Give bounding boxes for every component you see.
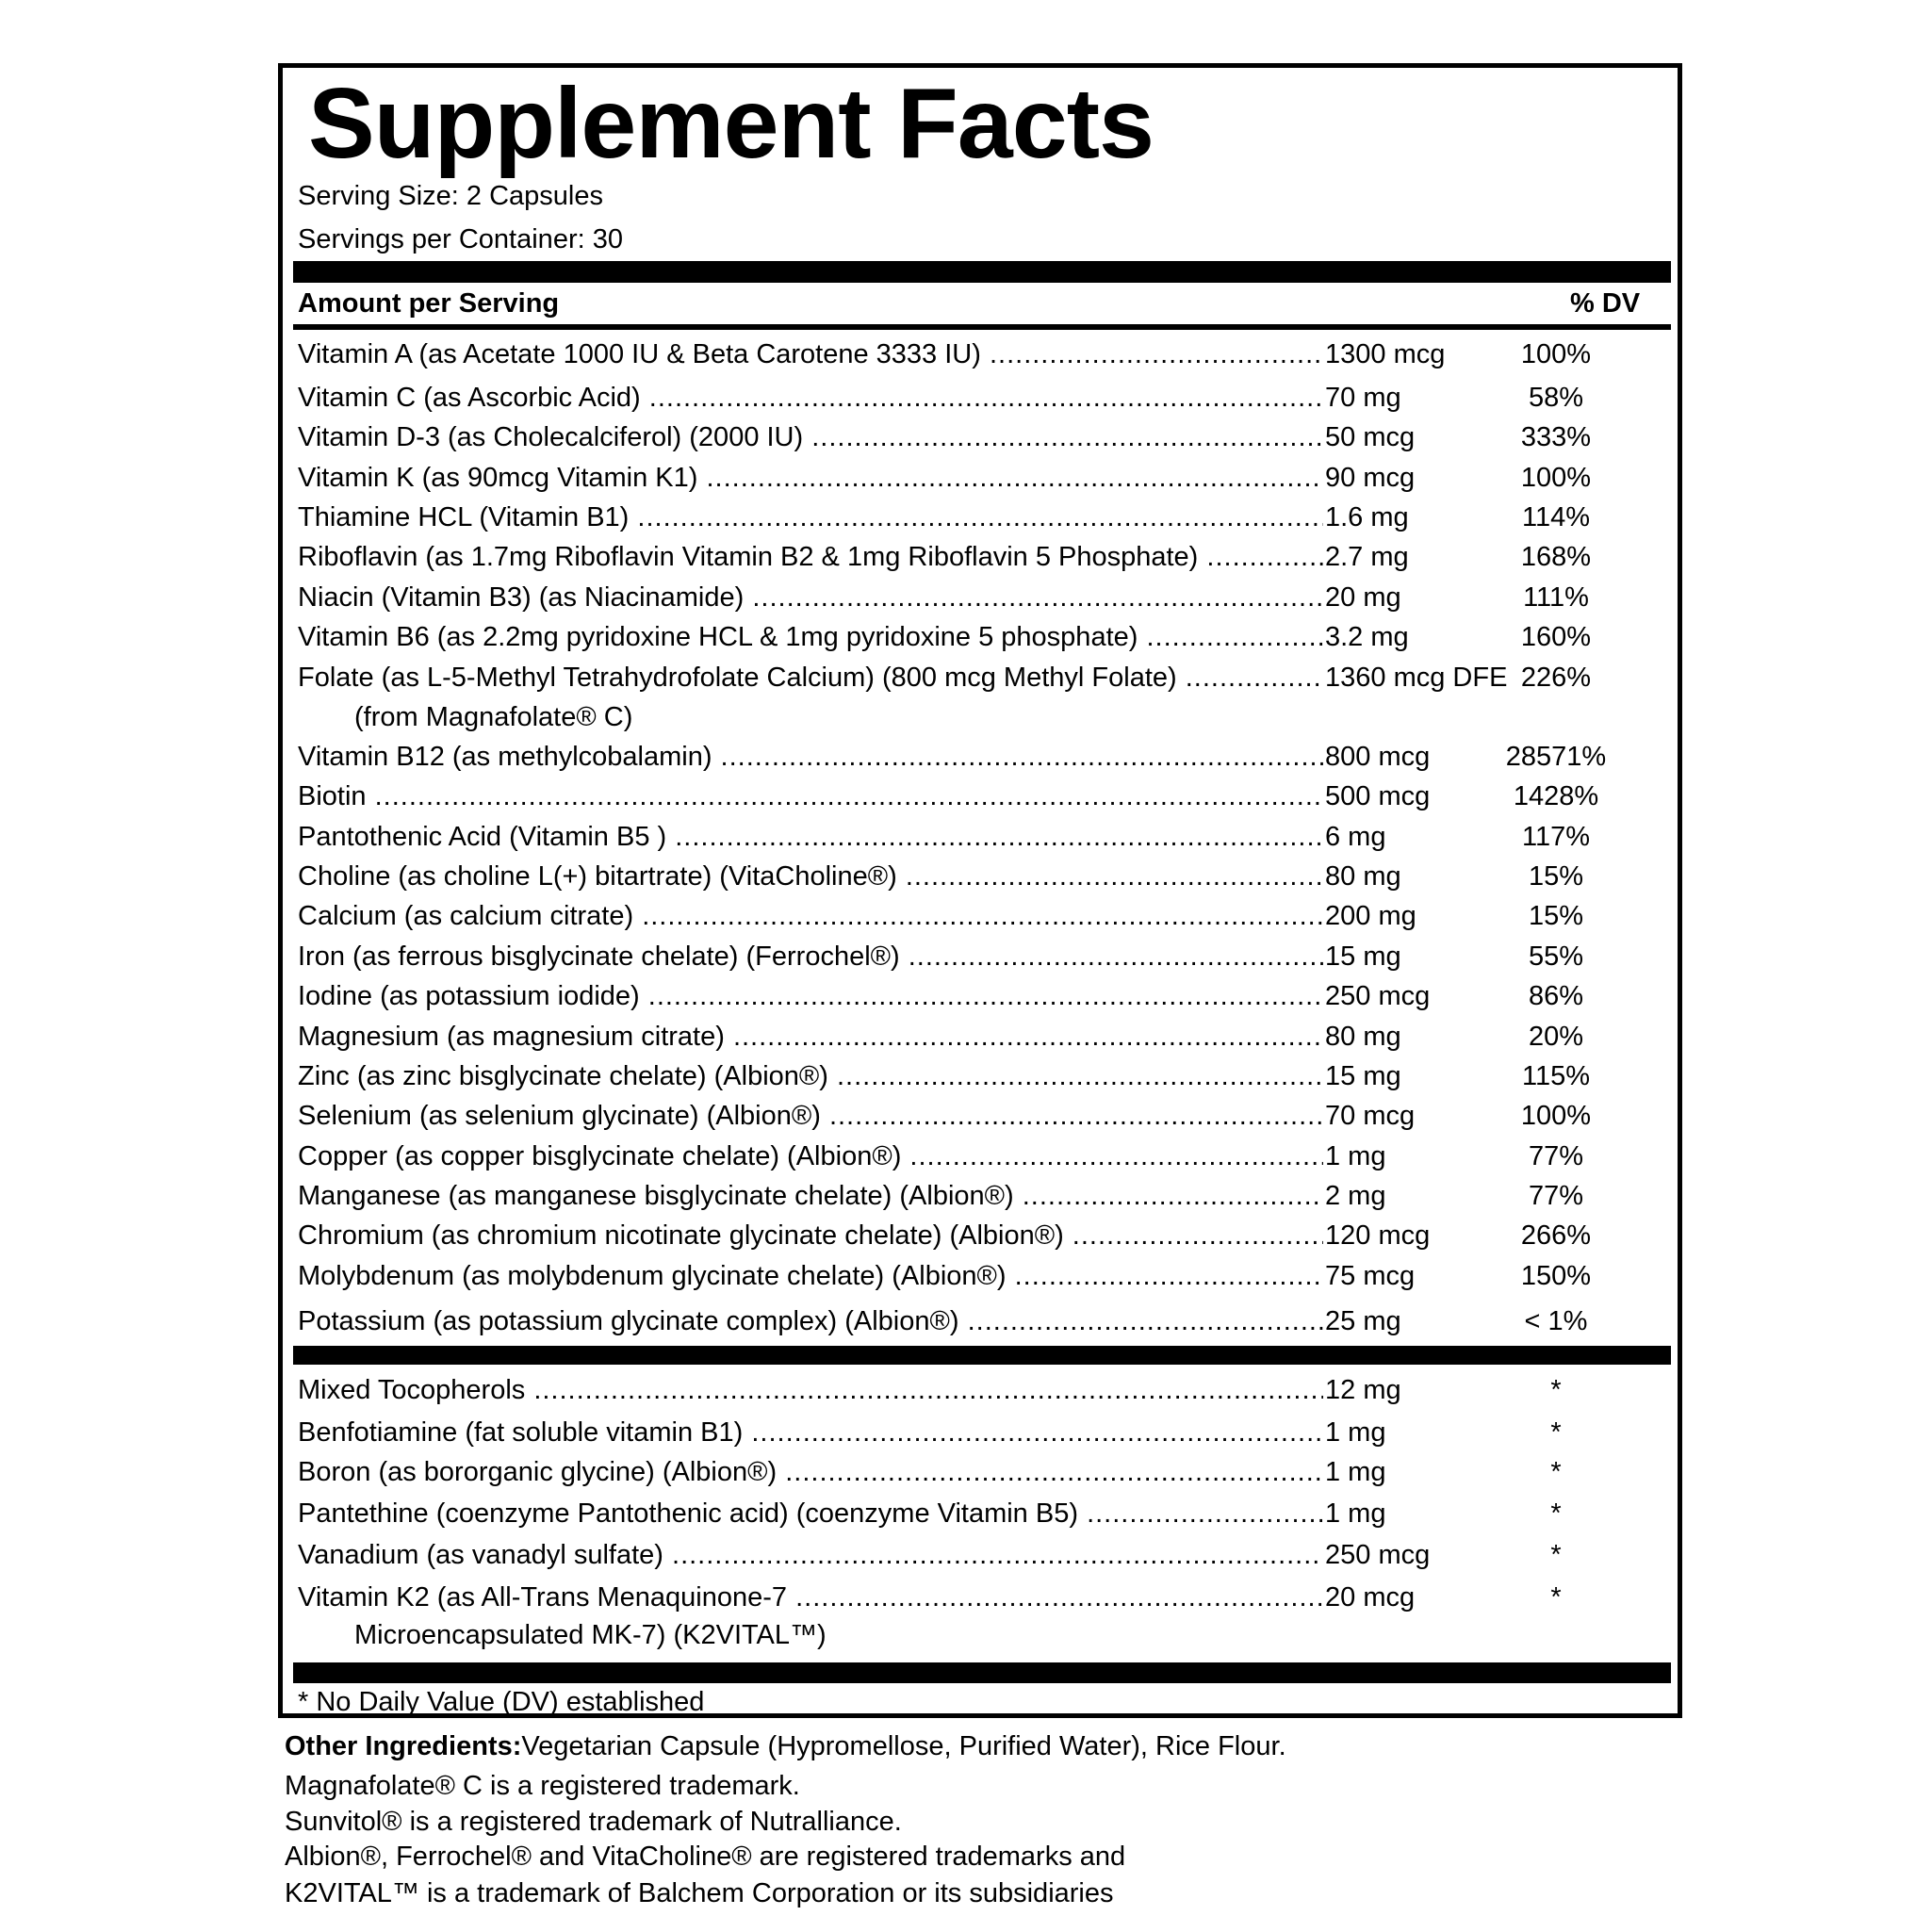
nutrient-row bbox=[298, 977, 1674, 1015]
ingredient-dv: * bbox=[1550, 1375, 1562, 1405]
nutrient-name: Vitamin A (as Acetate 1000 IU & Beta Carotene 3333 IU) ..... bbox=[298, 336, 1323, 373]
nutrient-amount: 1300 mcg bbox=[1325, 339, 1446, 369]
nutrient-row bbox=[298, 818, 1674, 856]
nutrient-name: Folate (as L-5-Methyl Tetrahydrofolate Calcium) (800 mcg Methyl Folate) ..... bbox=[298, 659, 1323, 696]
nutrient-amount: 6 mg bbox=[1325, 822, 1386, 852]
nutrient-dv: 111% bbox=[1523, 582, 1589, 613]
nutrient-name: Magnesium (as magnesium citrate) ..... bbox=[298, 1018, 1323, 1056]
nutrient-dv: 266% bbox=[1520, 1220, 1592, 1251]
nutrient-dv: 114% bbox=[1521, 502, 1591, 532]
nutrient-row bbox=[298, 938, 1674, 975]
nutrient-row bbox=[298, 579, 1674, 616]
thick-divider-top bbox=[293, 261, 1671, 283]
nutrient-name: Thiamine HCL (Vitamin B1) ..... bbox=[298, 499, 1323, 536]
nutrient-row bbox=[298, 659, 1674, 738]
nutrient-amount: 25 mg bbox=[1325, 1306, 1401, 1336]
nutrient-amount: 15 mg bbox=[1325, 941, 1401, 972]
trademark-line: Magnafolate® C is a registered trademark. bbox=[285, 1771, 800, 1801]
nutrient-amount: 120 mcg bbox=[1325, 1220, 1431, 1251]
nutrient-amount: 1 mg bbox=[1325, 1141, 1386, 1171]
nutrient-amount: 250 mcg bbox=[1325, 981, 1431, 1011]
nutrient-row bbox=[298, 897, 1674, 935]
other-ingredient-row bbox=[298, 1371, 1674, 1409]
nutrient-row bbox=[298, 1057, 1674, 1095]
nutrient-amount: 800 mcg bbox=[1325, 742, 1431, 772]
nutrient-amount: 70 mcg bbox=[1325, 1101, 1416, 1131]
nutrient-dv: 168% bbox=[1520, 542, 1592, 572]
nutrient-amount: 20 mg bbox=[1325, 582, 1401, 613]
ingredient-dv: * bbox=[1550, 1540, 1562, 1570]
trademark-line: Albion®, Ferrochel® and VitaCholine® are registered trademarks and bbox=[285, 1842, 1126, 1872]
nutrient-amount: 90 mcg bbox=[1325, 463, 1416, 493]
nutrient-dv: 117% bbox=[1521, 822, 1591, 852]
nutrient-dv: 15% bbox=[1528, 901, 1584, 931]
nutrient-name: Calcium (as calcium citrate) ..... bbox=[298, 897, 1323, 935]
nutrient-name: Niacin (Vitamin B3) (as Niacinamide) ..... bbox=[298, 579, 1323, 616]
other-ingredients-text: Vegetarian Capsule (Hypromellose, Purified Water), Rice Flour. bbox=[521, 1731, 1286, 1761]
nutrient-dv: 100% bbox=[1520, 463, 1592, 493]
trademark-line: Sunvitol® is a registered trademark of Nutralliance. bbox=[285, 1807, 902, 1837]
nutrient-name: Vitamin K (as 90mcg Vitamin K1) ..... bbox=[298, 459, 1323, 497]
nutrient-name: Iodine (as potassium iodide) ..... bbox=[298, 977, 1323, 1015]
thick-divider-bottom bbox=[293, 1662, 1671, 1683]
ingredient-amount: 1 mg bbox=[1325, 1457, 1386, 1487]
nutrient-amount: 75 mcg bbox=[1325, 1261, 1416, 1291]
nutrient-name: Chromium (as chromium nicotinate glycinate chelate) (Albion®) ..... bbox=[298, 1217, 1323, 1254]
ingredient-name: Pantethine (coenzyme Pantothenic acid) (coenzyme Vitamin B5) ..... bbox=[298, 1495, 1323, 1532]
ingredient-name: Mixed Tocopherols ..... bbox=[298, 1371, 1323, 1409]
nutrient-name: Riboflavin (as 1.7mg Riboflavin Vitamin B2 & 1mg Riboflavin 5 Phosphate) ..... bbox=[298, 538, 1323, 576]
ingredient-dv: * bbox=[1550, 1498, 1562, 1529]
nutrient-amount: 50 mcg bbox=[1325, 422, 1416, 452]
nutrient-row bbox=[298, 1138, 1674, 1175]
nutrient-amount: 1360 mcg DFE bbox=[1325, 663, 1508, 693]
other-ingredient-row bbox=[298, 1579, 1674, 1658]
other-ingredients-line bbox=[285, 1728, 1286, 1764]
thick-divider-middle bbox=[293, 1346, 1671, 1365]
other-ingredients-label: Other Ingredients: bbox=[285, 1731, 522, 1761]
nutrient-dv: 77% bbox=[1528, 1181, 1584, 1211]
nutrient-row bbox=[298, 778, 1674, 815]
nutrient-name: Iron (as ferrous bisglycinate chelate) (Ferrochel®) ..... bbox=[298, 938, 1323, 975]
nutrient-dv: 1428% bbox=[1513, 781, 1599, 811]
nutrient-dv: 226% bbox=[1520, 663, 1592, 693]
nutrient-row bbox=[298, 379, 1674, 417]
nutrient-dv: 150% bbox=[1520, 1261, 1592, 1291]
nutrient-amount: 2.7 mg bbox=[1325, 542, 1409, 572]
nutrient-amount: 80 mg bbox=[1325, 861, 1401, 892]
panel-title: Supplement Facts bbox=[308, 68, 1154, 179]
nutrient-row bbox=[298, 418, 1674, 456]
nutrient-name: Pantothenic Acid (Vitamin B5 ) ..... bbox=[298, 818, 1323, 856]
nutrient-row bbox=[298, 738, 1674, 776]
nutrient-row bbox=[298, 499, 1674, 536]
ingredient-amount: 250 mcg bbox=[1325, 1540, 1431, 1570]
ingredient-dv: * bbox=[1550, 1582, 1562, 1613]
nutrient-name: Copper (as copper bisglycinate chelate) (Albion®) ..... bbox=[298, 1138, 1323, 1175]
ingredient-name: Benfotiamine (fat soluble vitamin B1) ..... bbox=[298, 1414, 1323, 1451]
nutrient-amount: 80 mg bbox=[1325, 1022, 1401, 1052]
serving-size: Serving Size: 2 Capsules bbox=[298, 181, 603, 211]
nutrient-dv: 28571% bbox=[1505, 742, 1607, 772]
other-ingredient-row bbox=[298, 1453, 1674, 1491]
nutrient-row bbox=[298, 538, 1674, 576]
ingredient-name-continuation: Microencapsulated MK-7) (K2VITAL™) bbox=[354, 1620, 827, 1650]
nutrient-row bbox=[298, 459, 1674, 497]
trademark-line: K2VITAL™ is a trademark of Balchem Corporation or its subsidiaries bbox=[285, 1878, 1114, 1908]
other-ingredient-row bbox=[298, 1495, 1674, 1532]
nutrient-amount: 1.6 mg bbox=[1325, 502, 1409, 532]
nutrient-name: Biotin ..... bbox=[298, 778, 1323, 815]
nutrient-row bbox=[298, 1177, 1674, 1215]
nutrient-amount: 2 mg bbox=[1325, 1181, 1386, 1211]
nutrient-row bbox=[298, 618, 1674, 656]
nutrient-name: Manganese (as manganese bisglycinate chelate) (Albion®) ..... bbox=[298, 1177, 1323, 1215]
nutrient-name: Vitamin B12 (as methylcobalamin) ..... bbox=[298, 738, 1323, 776]
nutrient-name: Vitamin C (as Ascorbic Acid) ..... bbox=[298, 379, 1323, 417]
nutrient-name: Vitamin B6 (as 2.2mg pyridoxine HCL & 1mg pyridoxine 5 phosphate) ..... bbox=[298, 618, 1323, 656]
nutrient-name: Selenium (as selenium glycinate) (Albion®) ..... bbox=[298, 1097, 1323, 1135]
nutrient-row bbox=[298, 1302, 1674, 1340]
nutrient-name-continuation: (from Magnafolate® C) bbox=[354, 702, 633, 732]
nutrient-name: Choline (as choline L(+) bitartrate) (VitaCholine®) ..... bbox=[298, 858, 1323, 895]
nutrient-dv: 58% bbox=[1528, 383, 1584, 413]
nutrient-amount: 500 mcg bbox=[1325, 781, 1431, 811]
nutrient-row bbox=[298, 858, 1674, 895]
ingredient-amount: 1 mg bbox=[1325, 1498, 1386, 1529]
nutrient-name: Zinc (as zinc bisglycinate chelate) (Albion®) ..... bbox=[298, 1057, 1323, 1095]
nutrient-row bbox=[298, 1257, 1674, 1295]
nutrient-dv: 55% bbox=[1528, 941, 1584, 972]
amount-per-serving-label: Amount per Serving bbox=[298, 288, 560, 319]
nutrient-dv: 15% bbox=[1528, 861, 1584, 892]
nutrient-amount: 70 mg bbox=[1325, 383, 1401, 413]
nutrient-dv: 86% bbox=[1528, 981, 1584, 1011]
nutrient-dv: 100% bbox=[1520, 339, 1592, 369]
nutrient-amount: 15 mg bbox=[1325, 1061, 1401, 1091]
nutrient-row bbox=[298, 1018, 1674, 1056]
nutrient-name: Potassium (as potassium glycinate complex) (Albion®) ..... bbox=[298, 1302, 1323, 1340]
ingredient-dv: * bbox=[1550, 1417, 1562, 1448]
nutrient-dv: 77% bbox=[1528, 1141, 1584, 1171]
servings-per-container: Servings per Container: 30 bbox=[298, 224, 623, 254]
other-ingredient-row bbox=[298, 1414, 1674, 1451]
daily-value-footnote: * No Daily Value (DV) established bbox=[298, 1687, 705, 1717]
other-ingredient-row bbox=[298, 1536, 1674, 1574]
nutrient-row bbox=[298, 336, 1674, 373]
nutrient-dv: 100% bbox=[1520, 1101, 1592, 1131]
nutrient-dv: 115% bbox=[1521, 1061, 1591, 1091]
nutrient-name: Vitamin D-3 (as Cholecalciferol) (2000 IU) ..... bbox=[298, 418, 1323, 456]
nutrient-name: Molybdenum (as molybdenum glycinate chelate) (Albion®) ..... bbox=[298, 1257, 1323, 1295]
nutrient-dv: 160% bbox=[1520, 622, 1592, 652]
ingredient-name: Boron (as bororganic glycine) (Albion®) ..... bbox=[298, 1453, 1323, 1491]
nutrient-dv: 333% bbox=[1520, 422, 1592, 452]
daily-value-header: % DV bbox=[1570, 288, 1641, 319]
header-divider bbox=[293, 324, 1671, 330]
nutrient-amount: 3.2 mg bbox=[1325, 622, 1409, 652]
nutrient-amount: 200 mg bbox=[1325, 901, 1416, 931]
nutrient-row bbox=[298, 1217, 1674, 1254]
ingredient-name: Vanadium (as vanadyl sulfate) ..... bbox=[298, 1536, 1323, 1574]
ingredient-name: Vitamin K2 (as All-Trans Menaquinone-7 ..... bbox=[298, 1579, 1323, 1616]
ingredient-dv: * bbox=[1550, 1457, 1562, 1487]
nutrient-row bbox=[298, 1097, 1674, 1135]
ingredient-amount: 12 mg bbox=[1325, 1375, 1401, 1405]
nutrient-dv: 20% bbox=[1528, 1022, 1584, 1052]
ingredient-amount: 20 mcg bbox=[1325, 1582, 1416, 1613]
nutrient-dv: < 1% bbox=[1524, 1306, 1588, 1336]
ingredient-amount: 1 mg bbox=[1325, 1417, 1386, 1448]
